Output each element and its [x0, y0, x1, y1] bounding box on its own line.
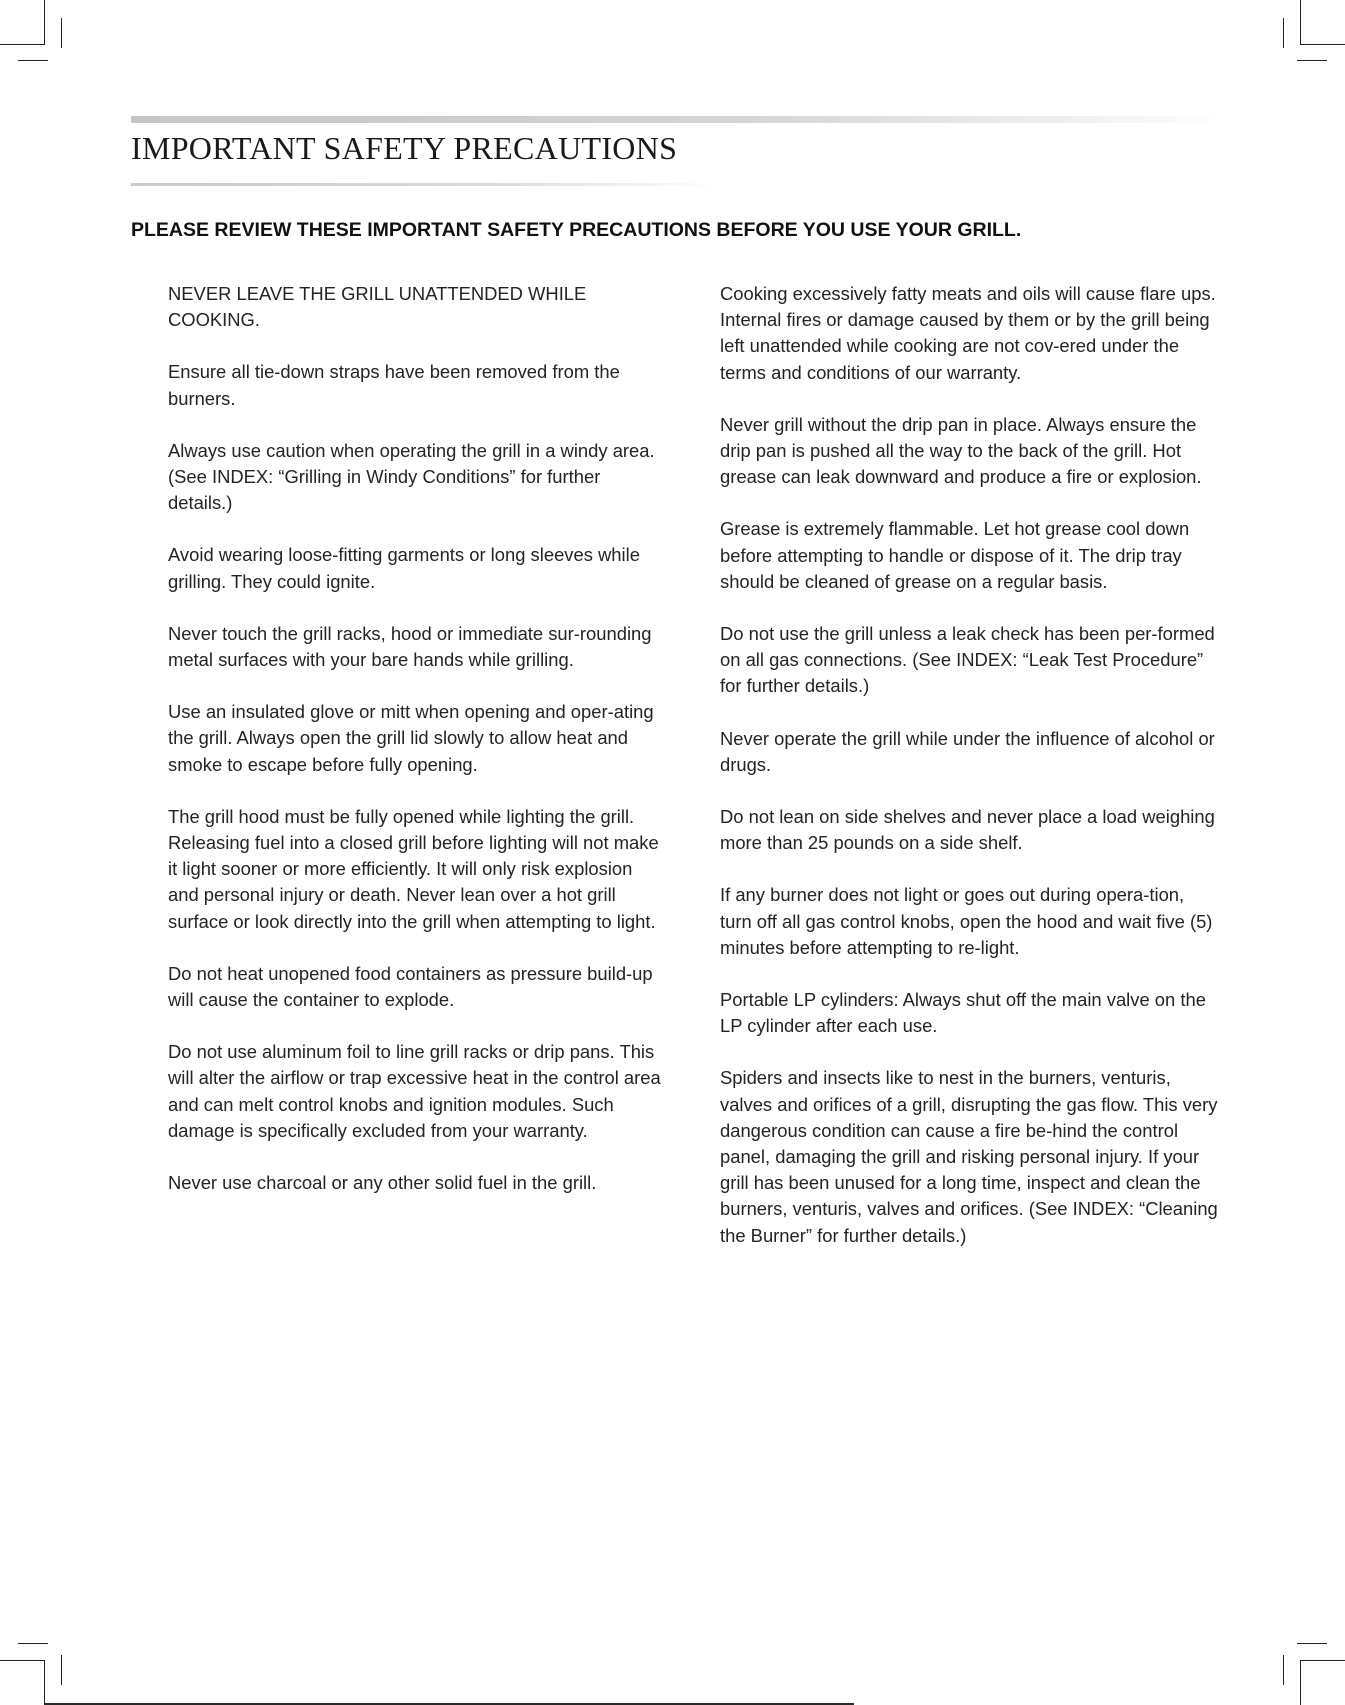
precaution-item: Never grill without the drip pan in place. Always ensure the drip pan is pushed all the way to the back of the grill. Hot grease can leak downward and produce a fire or explosion. — [720, 413, 1202, 488]
precaution-item: Ensure all tie-down straps have been removed from the burners. — [168, 361, 620, 409]
page-title: IMPORTANT SAFETY PRECAUTIONS — [131, 130, 678, 166]
header-rule-bottom — [131, 183, 721, 186]
crop-mark — [61, 18, 62, 48]
crop-mark — [44, 0, 45, 45]
precaution-item: Do not use aluminum foil to line grill racks or drip pans. This will alter the airflow or trap excessive heat in the control area and can melt control knobs and ignition modules. Such damage is specifically excluded from your warranty. — [168, 1041, 661, 1141]
crop-mark — [1300, 44, 1345, 45]
precaution-item: Cooking excessively fatty meats and oils will cause flare ups. Internal fires or damage caused by them or by the grill being left unattended while cooking are not cov-ered under the terms and conditions of our warranty. — [720, 283, 1216, 383]
crop-mark — [61, 1655, 62, 1685]
crop-mark — [1283, 18, 1284, 48]
crop-mark — [1300, 0, 1301, 45]
crop-mark — [18, 60, 48, 61]
crop-mark — [1297, 60, 1327, 61]
crop-mark — [1300, 1660, 1345, 1661]
precaution-item: Always use caution when operating the grill in a windy area. (See INDEX: “Grilling in Windy Conditions” for further details.) — [168, 439, 655, 514]
crop-mark — [1297, 1643, 1327, 1644]
precaution-item: Grease is extremely flammable. Let hot grease cool down before attempting to handle or dispose of it. The drip tray should be cleaned of grease on a regular basis. — [720, 518, 1190, 592]
right-column — [720, 281, 1220, 1275]
crop-mark — [0, 1660, 45, 1661]
page-subtitle: PLEASE REVIEW THESE IMPORTANT SAFETY PRECAUTIONS BEFORE YOU USE YOUR GRILL. — [131, 219, 1022, 241]
precaution-item: NEVER LEAVE THE GRILL UNATTENDED WHILE COOKING. — [168, 283, 587, 331]
crop-mark — [1283, 1655, 1284, 1685]
crop-mark — [1300, 1660, 1301, 1705]
precaution-item: Portable LP cylinders: Always shut off the main valve on the LP cylinder after each use. — [720, 989, 1206, 1037]
precaution-item: Never touch the grill racks, hood or immediate sur-rounding metal surfaces with your bare hands while grilling. — [168, 622, 652, 671]
header-rule-top — [131, 116, 1223, 123]
precaution-item: Spiders and insects like to nest in the burners, venturis, valves and orifices of a grill, disrupting the gas flow. This very dangerous condition can cause a fire be-hind the control panel, damaging the grill and risking personal injury. If your grill has been unused for a long time, inspect and clean the burners, venturis, valves and orifices. (See INDEX: “Cleaning the Burner” for further details.) — [720, 1067, 1218, 1246]
precaution-item: Never use charcoal or any other solid fuel in the grill. — [168, 1172, 597, 1194]
crop-mark — [0, 44, 45, 45]
crop-mark — [18, 1643, 48, 1644]
precaution-item: The grill hood must be fully opened while lighting the grill. Releasing fuel into a closed grill before lighting will not make it light sooner or more efficiently. It will only risk explosion and personal injury or death. Never lean over a hot grill surface or look directly into the grill when attempting to light. — [168, 805, 659, 932]
precaution-item: Use an insulated glove or mitt when opening and oper-ating the grill. Always open the grill lid slowly to allow heat and smoke to escape before fully opening. — [168, 701, 654, 775]
precaution-item: Avoid wearing loose-fitting garments or long sleeves while grilling. They could ignite. — [168, 544, 640, 592]
crop-mark — [44, 1660, 45, 1705]
precaution-item: Do not lean on side shelves and never place a load weighing more than 25 pounds on a side shelf. — [720, 806, 1215, 854]
left-column — [168, 281, 666, 1222]
precaution-item: If any burner does not light or goes out during opera-tion, turn off all gas control knobs, open the hood and wait five (5) minutes before attempting to re-light. — [720, 884, 1213, 958]
precaution-item: Never operate the grill while under the influence of alcohol or drugs. — [720, 727, 1215, 775]
precaution-item: Do not heat unopened food containers as pressure build-up will cause the container to explode. — [168, 962, 653, 1011]
precaution-item: Do not use the grill unless a leak check has been per-formed on all gas connections. (See INDEX: “Leak Test Procedure” for further details.) — [720, 623, 1215, 697]
